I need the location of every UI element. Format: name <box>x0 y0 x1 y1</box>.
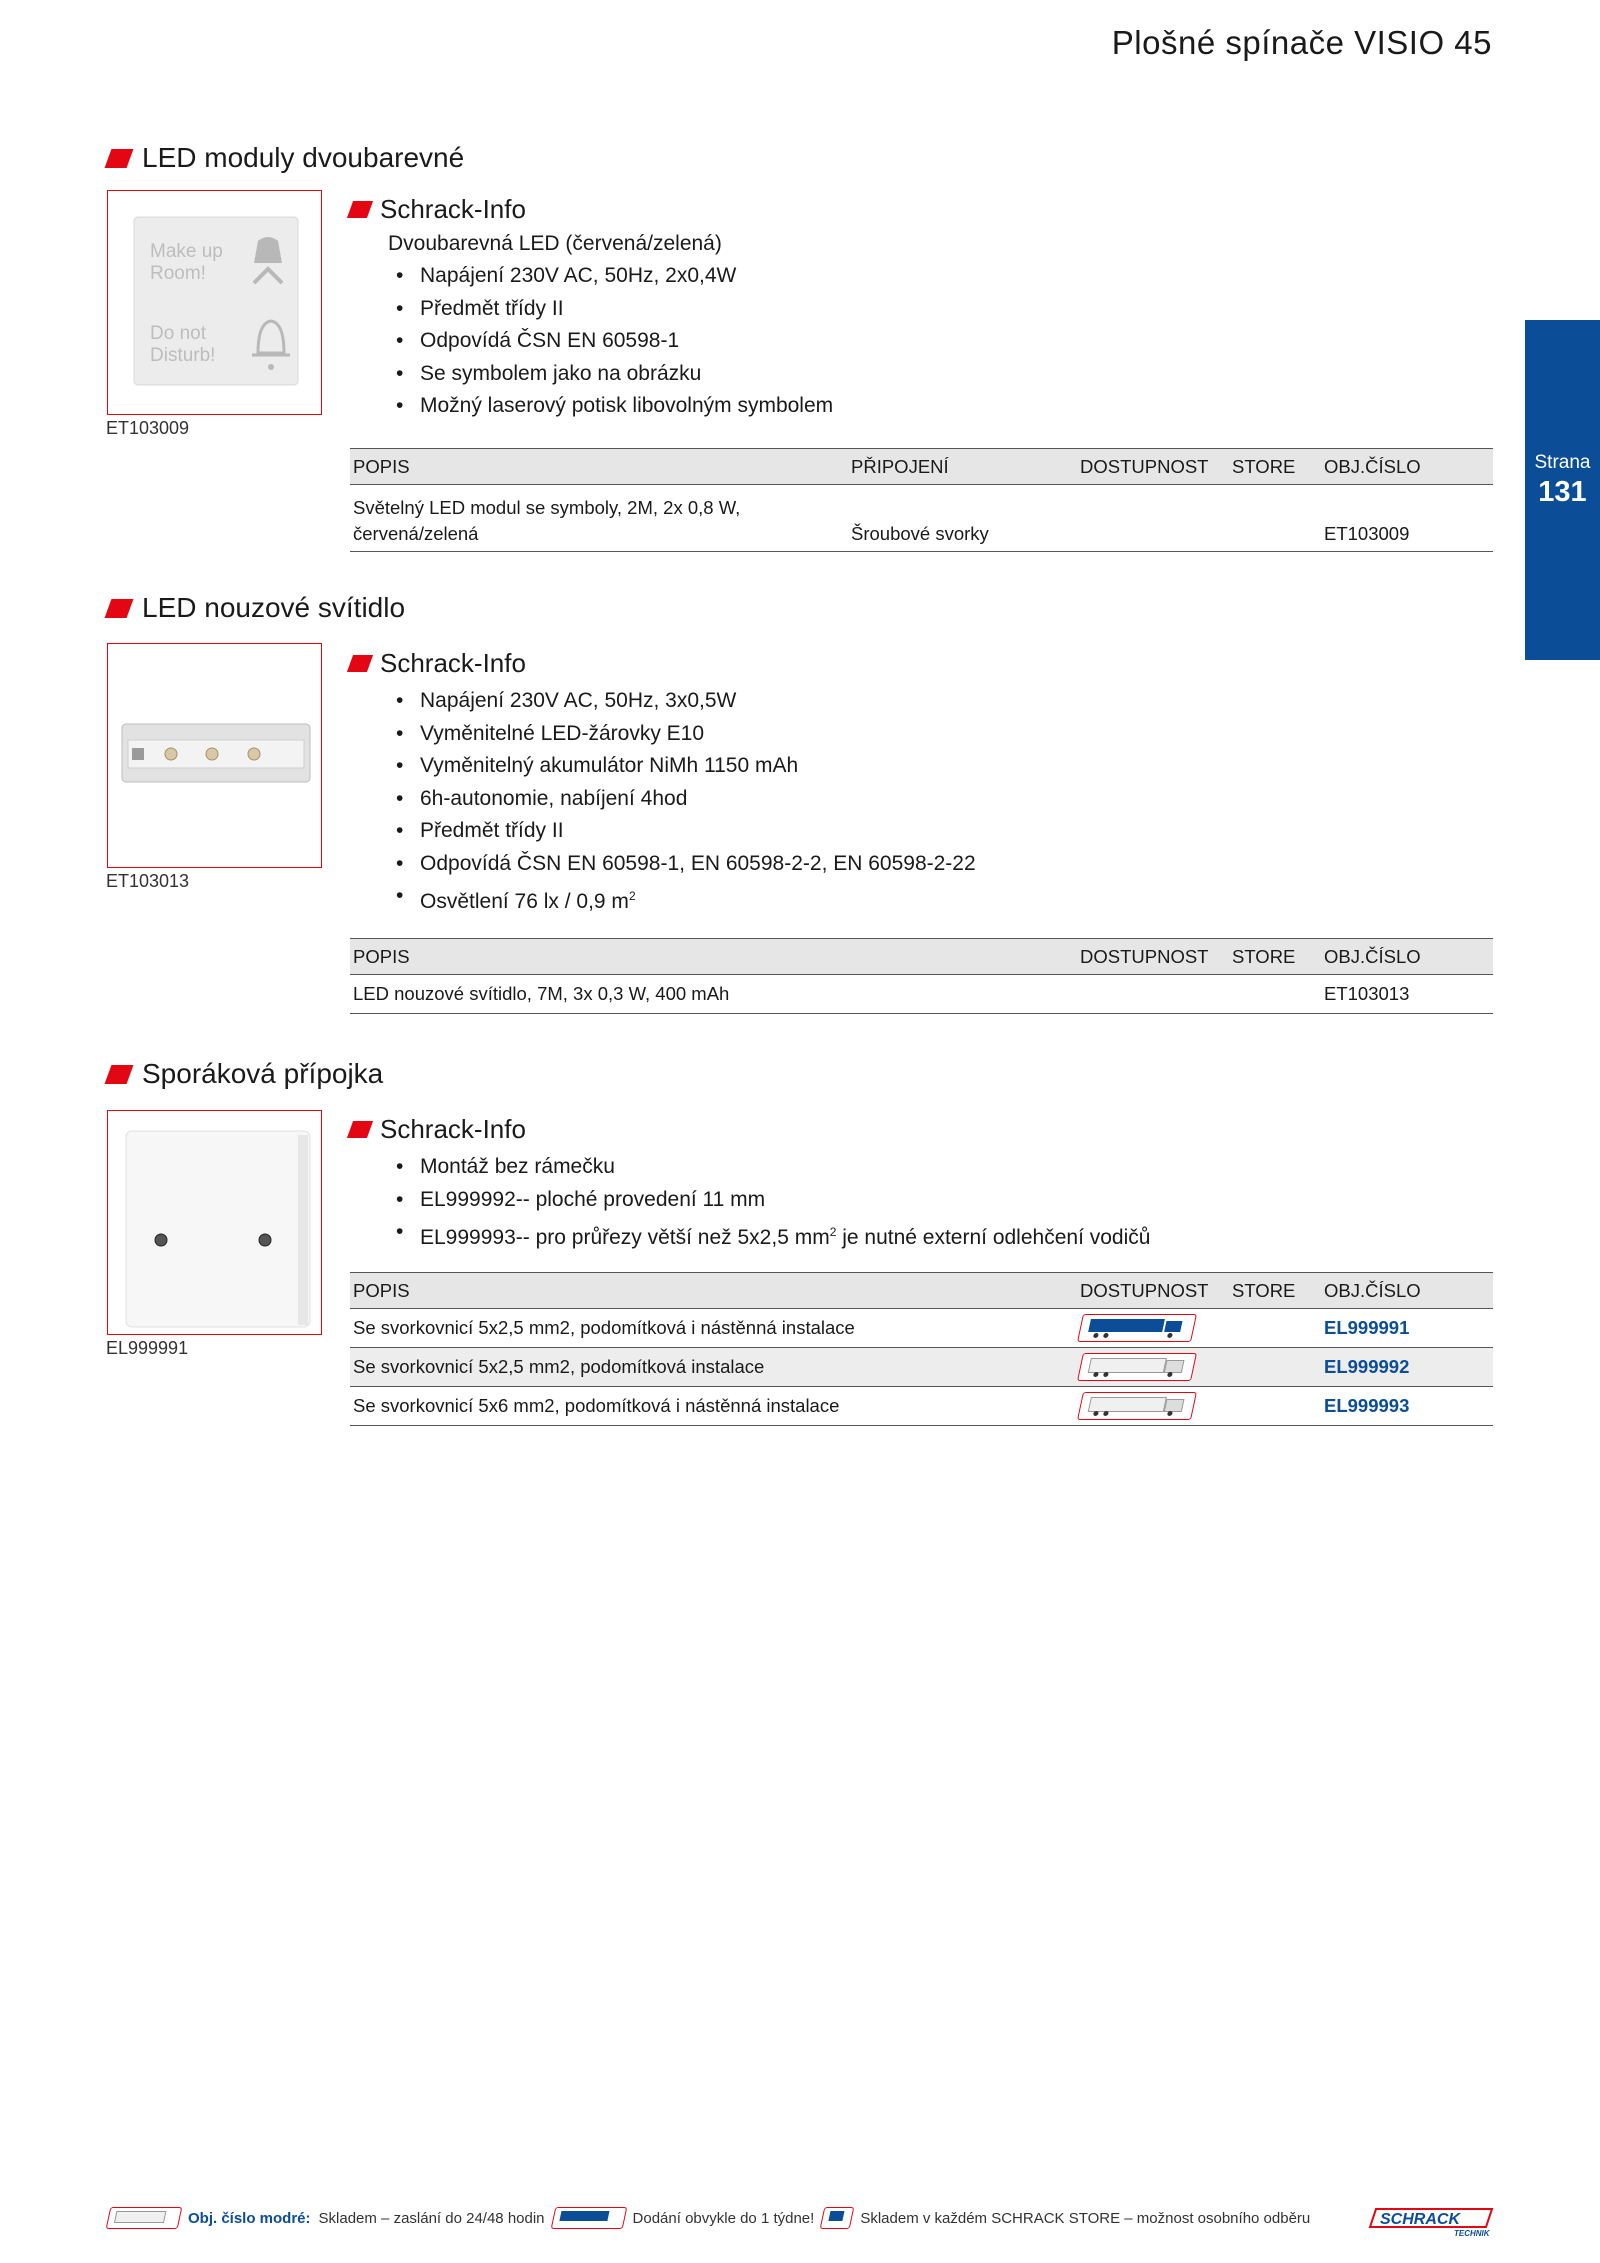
cell-store <box>1229 485 1321 552</box>
list-item: • EL999993-- pro průřezy větší než 5x2,5 $mm^2$ je nutné externí odlehčení vodičů <box>388 1216 1150 1255</box>
cell-obj: ET103009 <box>1321 485 1493 552</box>
table-row <box>350 485 1493 552</box>
list-item: • Odpovídá ČSN EN 60598-1 <box>388 325 833 358</box>
page-label: Strana <box>1534 452 1591 473</box>
col-dostupnost: DOSTUPNOST <box>1077 449 1229 485</box>
flag-icon <box>105 1065 134 1084</box>
cell-pripojeni: Šroubové svorky <box>848 485 1077 552</box>
list-item: • Vyměnitelný akumulátor NiMh 1150 mAh <box>388 750 976 783</box>
legend-text: Skladem – zaslání do 24/48 hodin <box>318 2209 545 2227</box>
product-table <box>350 938 1493 1014</box>
truck-white-icon <box>106 2207 183 2229</box>
info-title: Schrack-Info <box>380 1114 526 1144</box>
product-code: EL999991 <box>106 1338 189 1358</box>
popis-line: červená/zelená <box>353 523 479 544</box>
product-image <box>107 190 322 415</box>
section-title: Sporáková přípojka <box>142 1058 384 1089</box>
table-row <box>350 1387 1493 1426</box>
flag-icon <box>105 599 134 618</box>
info-list <box>388 260 833 423</box>
list-item: • EL999992-- ploché provedení 11 mm <box>388 1184 1150 1217</box>
table-header <box>350 1273 1493 1309</box>
legend-text: Skladem v každém SCHRACK STORE – možnost osobního odběru <box>860 2209 1311 2227</box>
led-module-image <box>108 191 322 415</box>
col-dostupnost: DOSTUPNOST <box>1077 939 1229 975</box>
section-heading <box>108 1058 383 1090</box>
svg-text:TECHNIK: TECHNIK <box>1454 2229 1490 2237</box>
module-text: Room! <box>150 263 206 284</box>
info-heading <box>350 194 526 225</box>
cell-obj[interactable]: EL999991 <box>1321 1309 1493 1348</box>
section-heading <box>108 142 464 174</box>
info-intro: Dvoubarevná LED (červená/zelená) <box>388 232 722 255</box>
list-item: • Se symbolem jako na obrázku <box>388 358 833 391</box>
module-text: Make up <box>150 241 223 262</box>
cell-dostupnost <box>1077 1348 1229 1387</box>
flag-icon <box>347 1121 373 1138</box>
section-title: LED nouzové svítidlo <box>142 592 406 623</box>
flag-icon <box>105 149 134 168</box>
cell-obj[interactable]: EL999992 <box>1321 1348 1493 1387</box>
col-store: STORE <box>1229 1273 1321 1309</box>
col-obj: OBJ.ČÍSLO <box>1321 939 1493 975</box>
info-list <box>388 1151 1150 1255</box>
info-title: Schrack-Info <box>380 648 526 678</box>
col-obj: OBJ.ČÍSLO <box>1321 449 1493 485</box>
truck-white-icon <box>1077 1392 1197 1420</box>
col-store: STORE <box>1229 449 1321 485</box>
list-item: • Osvětlení 76 lx / 0,9 $m^2$ <box>388 880 976 919</box>
col-popis: POPIS <box>350 939 1077 975</box>
list-item: • Možný laserový potisk libovolným symbolem <box>388 390 833 423</box>
store-icon <box>820 2207 855 2229</box>
list-item: • Předmět třídy II <box>388 815 976 848</box>
cell-store <box>1229 1348 1321 1387</box>
list-item: • Odpovídá ČSN EN 60598-1, EN 60598-2-2, EN 60598-2-22 <box>388 848 976 881</box>
popis-line: Světelný LED modul se symboly, 2M, 2x 0,8 W, <box>353 497 741 518</box>
svg-text:SCHRACK: SCHRACK <box>1380 2211 1460 2228</box>
page-number-tab <box>1525 320 1600 660</box>
col-dostupnost: DOSTUPNOST <box>1077 1273 1229 1309</box>
list-item: • Vyměnitelné LED-žárovky E10 <box>388 718 976 751</box>
cell-store <box>1229 1309 1321 1348</box>
module-text: Do not <box>150 323 206 344</box>
cooker-connection-image <box>108 1111 322 1335</box>
list-item: • Montáž bez rámečku <box>388 1151 1150 1184</box>
truck-blue-icon <box>1077 1314 1197 1342</box>
product-code: ET103009 <box>106 418 190 438</box>
legend-label: Obj. číslo modré: <box>188 2209 311 2227</box>
legend-text: Dodání obvykle do 1 týdne! <box>632 2209 815 2227</box>
cell-obj[interactable]: EL999993 <box>1321 1387 1493 1426</box>
product-image <box>107 643 322 868</box>
cell-dostupnost <box>1077 1309 1229 1348</box>
schrack-logo <box>1368 2207 1498 2237</box>
table-row <box>350 1348 1493 1387</box>
info-heading <box>350 648 526 679</box>
cell-popis: Se svorkovnicí 5x2,5 mm2, podomítková instalace <box>350 1348 1077 1387</box>
list-item: • Napájení 230V AC, 50Hz, 2x0,4W <box>388 260 833 293</box>
col-popis: POPIS <box>350 1273 1077 1309</box>
cell-popis: Se svorkovnicí 5x6 mm2, podomítková i nástěnná instalace <box>350 1387 1077 1426</box>
product-code: ET103013 <box>106 871 190 891</box>
list-item: • Předmět třídy II <box>388 293 833 326</box>
cell-dostupnost <box>1077 1387 1229 1426</box>
col-pripojeni: PŘIPOJENÍ <box>848 449 1077 485</box>
section-heading <box>108 592 405 624</box>
col-store: STORE <box>1229 939 1321 975</box>
list-item: • 6h-autonomie, nabíjení 4hod <box>388 783 976 816</box>
table-header <box>350 939 1493 975</box>
cell-dostupnost <box>1077 485 1229 552</box>
truck-blue-icon <box>550 2207 627 2229</box>
cell-popis: LED nouzové svítidlo, 7M, 3x 0,3 W, 400 mAh <box>350 975 1077 1014</box>
table-row <box>350 975 1493 1014</box>
product-table <box>350 1272 1493 1426</box>
emergency-light-image <box>108 644 322 868</box>
cell-dostupnost <box>1077 975 1229 1014</box>
page-title: Plošné spínače VISIO 45 <box>1111 24 1492 61</box>
module-text: Disturb! <box>150 345 216 366</box>
list-item: • Napájení 230V AC, 50Hz, 3x0,5W <box>388 685 976 718</box>
flag-icon <box>347 201 373 218</box>
flag-icon <box>347 655 373 672</box>
cell-popis <box>350 485 848 552</box>
cell-store <box>1229 975 1321 1014</box>
table-row <box>350 1309 1493 1348</box>
col-obj: OBJ.ČÍSLO <box>1321 1273 1493 1309</box>
info-list <box>388 685 976 919</box>
footer-legend <box>108 2207 1310 2229</box>
table-header <box>350 449 1493 485</box>
cell-obj: ET103013 <box>1321 975 1493 1014</box>
cell-store <box>1229 1387 1321 1426</box>
product-image <box>107 1110 322 1335</box>
page-number: 131 <box>1538 476 1587 508</box>
truck-white-icon <box>1077 1353 1197 1381</box>
cell-popis: Se svorkovnicí 5x2,5 mm2, podomítková i nástěnná instalace <box>350 1309 1077 1348</box>
info-title: Schrack-Info <box>380 194 526 224</box>
info-heading <box>350 1114 526 1145</box>
section-title: LED moduly dvoubarevné <box>142 142 465 173</box>
product-table <box>350 448 1493 552</box>
col-popis: POPIS <box>350 449 848 485</box>
